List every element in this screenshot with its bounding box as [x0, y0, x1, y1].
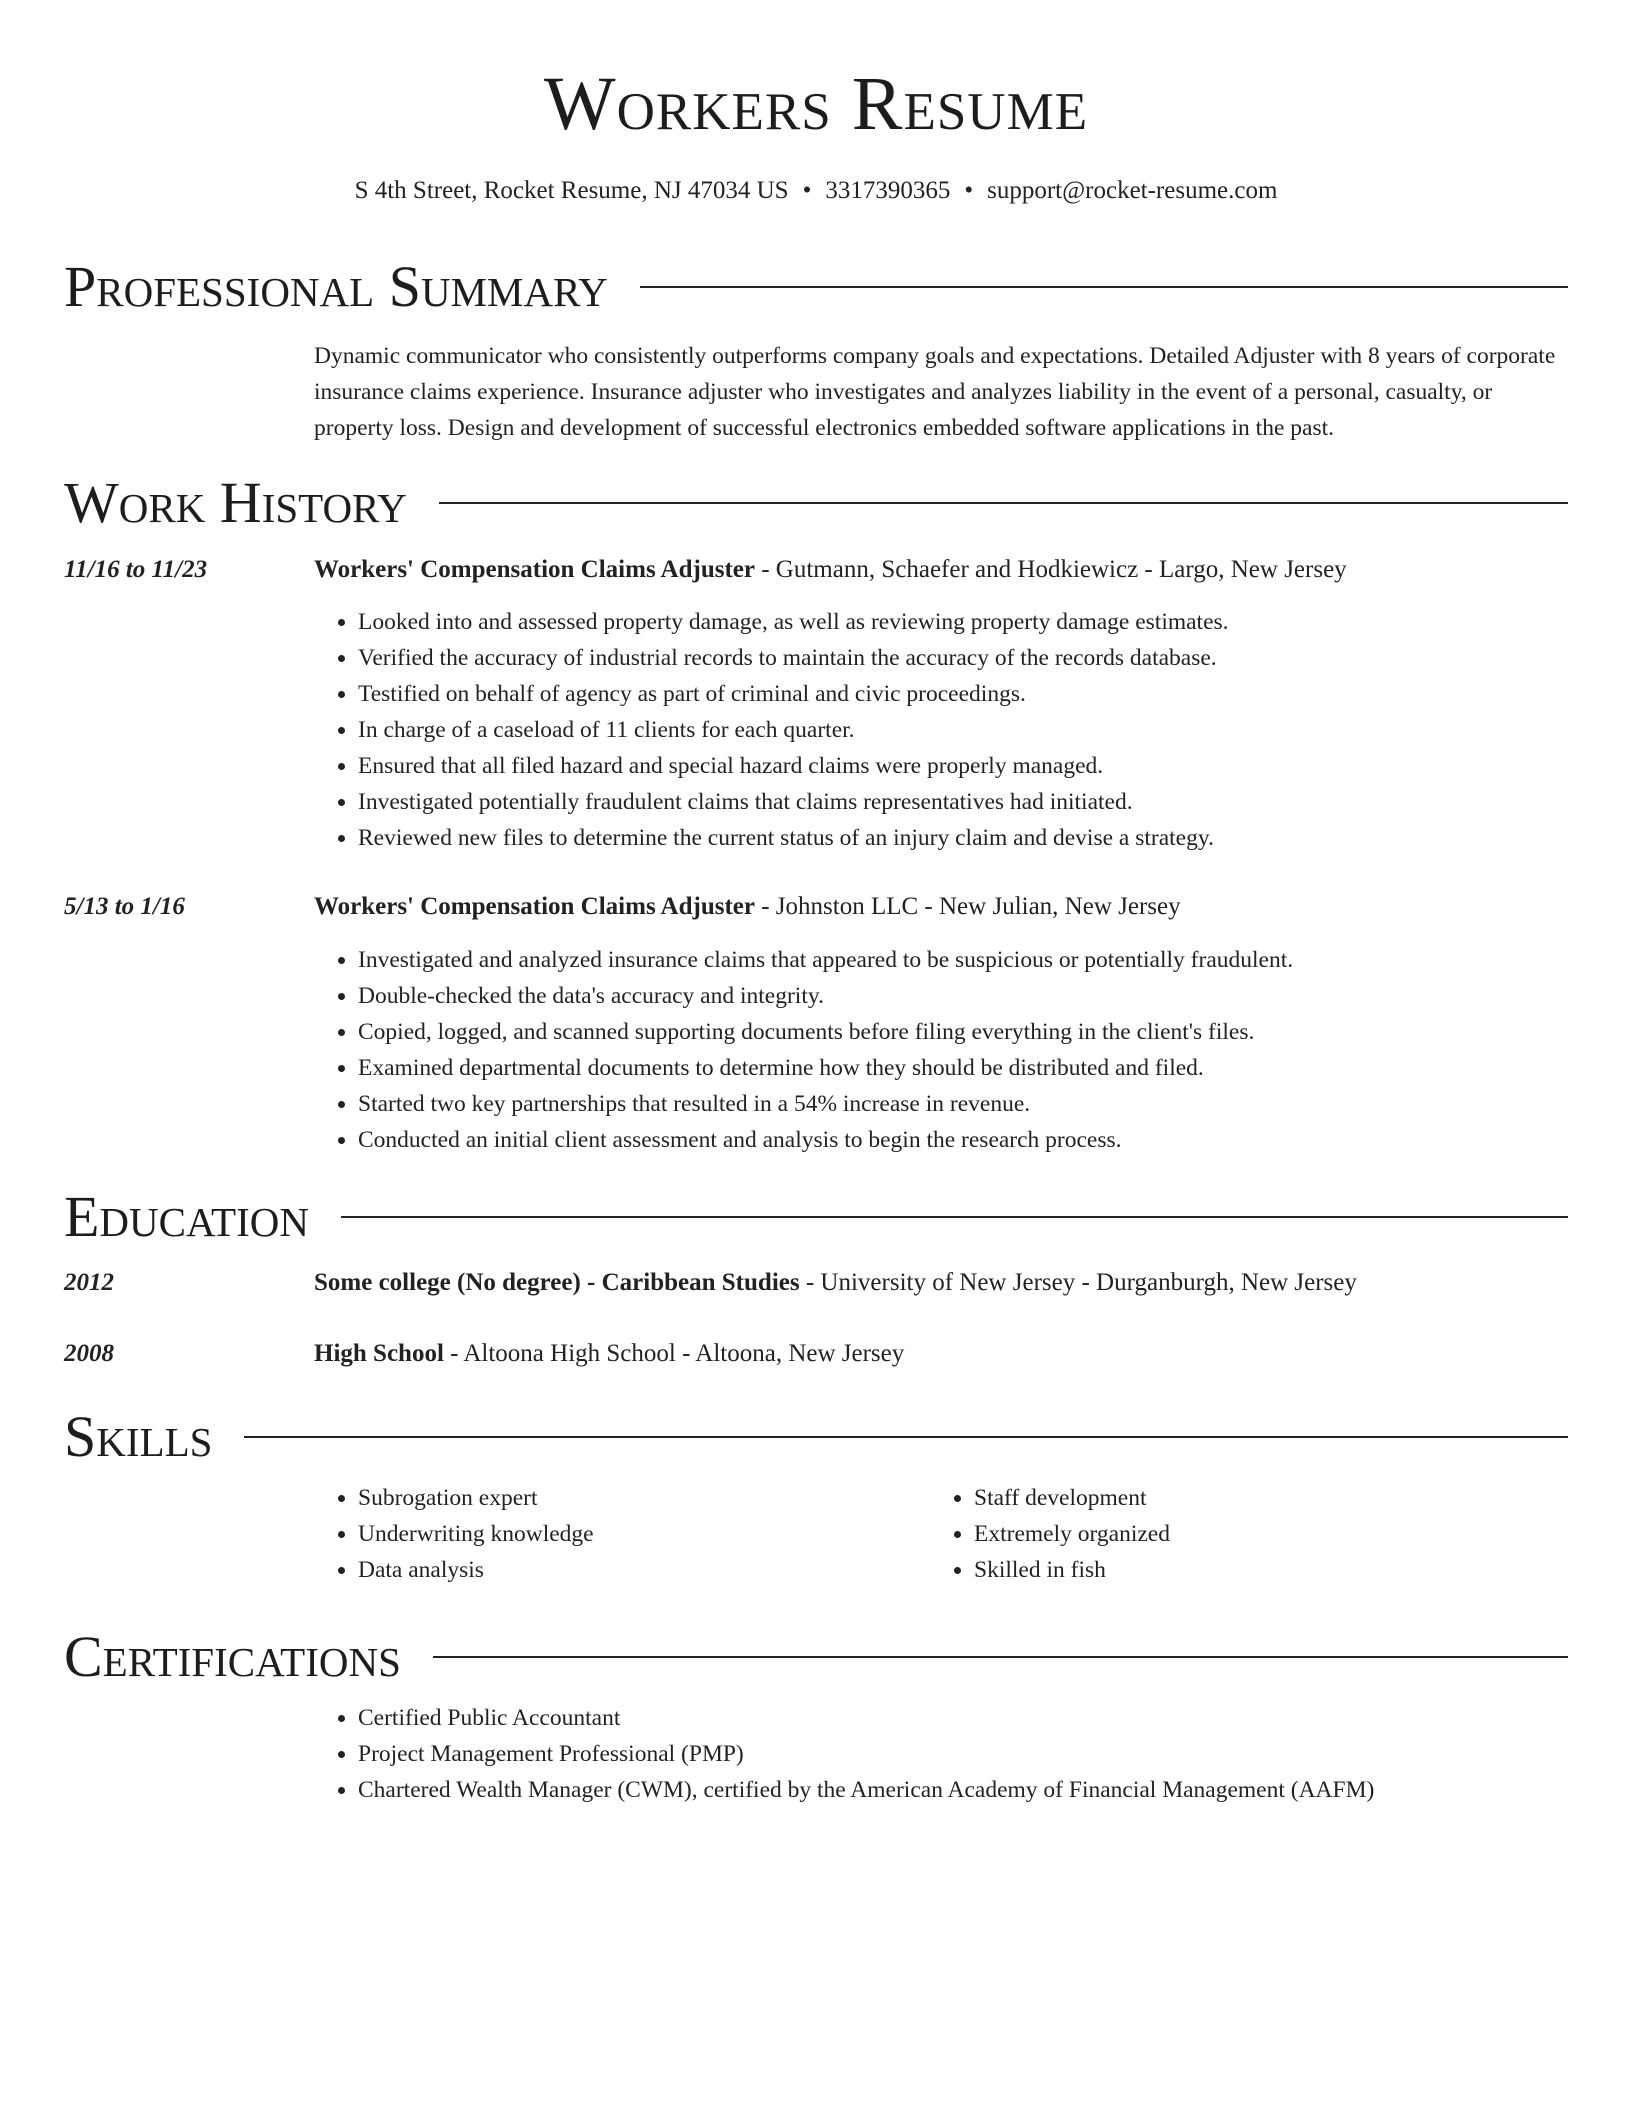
list-item: • Testified on behalf of agency as part of criminal and civic proceedings. — [358, 676, 1568, 712]
section-divider — [640, 286, 1568, 288]
resume-name: Workers Resume — [543, 62, 1089, 146]
job-bullets — [314, 942, 1568, 1158]
certifications-list — [314, 1700, 1568, 1808]
section-divider — [439, 502, 1568, 504]
skills-list-right — [930, 1480, 1534, 1588]
education-degree: High School — [314, 1340, 444, 1367]
section-heading-certifications — [64, 1622, 1568, 1692]
section-heading-summary — [64, 252, 1568, 322]
list-item: • Reviewed new files to determine the current status of an injury claim and devise a strategy. — [358, 820, 1568, 856]
summary-text: Dynamic communicator who consistently outperforms company goals and expectations. Detailed Adjuster with 8 years of corporate insurance claims experience. Insurance adjuster who investigates and analyzes liability in the event of a personal, casualty, or property loss. Design and development of successful electronics embedded software applications in the past. — [314, 343, 1556, 441]
job-dates: 11/16 to 11/23 — [64, 556, 208, 583]
job-heading — [314, 553, 1568, 587]
list-item: • Looked into and assessed property damage, as well as reviewing property damage estimates. — [358, 604, 1568, 640]
education-year: 2012 — [64, 1269, 114, 1296]
list-item: • In charge of a caseload of 11 clients for each quarter. — [358, 712, 1568, 748]
list-item: • Investigated and analyzed insurance claims that appeared to be suspicious or potentially fraudulent. — [358, 942, 1568, 978]
contact-separator: • — [802, 177, 812, 204]
list-item: • Data analysis — [358, 1552, 918, 1588]
list-item: • Copied, logged, and scanned supporting documents before filing everything in the client's files. — [358, 1014, 1568, 1050]
section-heading-skills — [64, 1402, 1568, 1472]
job-heading — [314, 890, 1568, 924]
job-bullets — [314, 604, 1568, 856]
job-details: - Gutmann, Schaefer and Hodkiewicz - Largo, New Jersey — [754, 556, 1347, 583]
list-item: • Project Management Professional (PMP) — [358, 1736, 1568, 1772]
list-item: • Verified the accuracy of industrial records to maintain the accuracy of the records database. — [358, 640, 1568, 676]
contact-line — [0, 174, 1632, 208]
list-item: • Skilled in fish — [974, 1552, 1534, 1588]
section-title: Professional Summary — [64, 254, 608, 319]
education-entry — [314, 1266, 1568, 1300]
list-item: • Started two key partnerships that resulted in a 54% increase in revenue. — [358, 1086, 1568, 1122]
job-dates: 5/13 to 1/16 — [64, 893, 185, 920]
section-divider — [433, 1656, 1568, 1658]
skills-list-left — [314, 1480, 918, 1588]
education-details: - Altoona High School - Altoona, New Jersey — [443, 1340, 905, 1367]
contact-separator: • — [964, 177, 974, 204]
list-item: • Extremely organized — [974, 1516, 1534, 1552]
list-item: • Underwriting knowledge — [358, 1516, 918, 1552]
list-item: • Examined departmental documents to determine how they should be distributed and filed. — [358, 1050, 1568, 1086]
section-title: Education — [64, 1184, 309, 1249]
section-title: Work History — [64, 470, 407, 535]
list-item: • Investigated potentially fraudulent claims that claims representatives had initiated. — [358, 784, 1568, 820]
section-title: Certifications — [64, 1624, 401, 1689]
contact-email: support@rocket-resume.com — [987, 177, 1278, 204]
job-details: - Johnston LLC - New Julian, New Jersey — [754, 893, 1181, 920]
education-year: 2008 — [64, 1340, 114, 1367]
section-divider — [341, 1216, 1568, 1218]
list-item: • Certified Public Accountant — [358, 1700, 1568, 1736]
education-details: - University of New Jersey - Durganburgh, New Jersey — [799, 1269, 1357, 1296]
list-item: • Staff development — [974, 1480, 1534, 1516]
list-item: • Chartered Wealth Manager (CWM), certified by the American Academy of Financial Management (AAFM) — [358, 1772, 1568, 1808]
job-title: Workers' Compensation Claims Adjuster — [314, 893, 755, 920]
list-item: • Double-checked the data's accuracy and integrity. — [358, 978, 1568, 1014]
contact-address: S 4th Street, Rocket Resume, NJ 47034 US — [354, 177, 789, 204]
section-title: Skills — [64, 1404, 213, 1469]
section-heading-work-history — [64, 468, 1568, 538]
education-entry — [314, 1337, 1568, 1371]
list-item: • Ensured that all filed hazard and special hazard claims were properly managed. — [358, 748, 1568, 784]
job-title: Workers' Compensation Claims Adjuster — [314, 556, 755, 583]
list-item: • Conducted an initial client assessment and analysis to begin the research process. — [358, 1122, 1568, 1158]
section-divider — [244, 1436, 1568, 1438]
section-heading-education — [64, 1182, 1568, 1252]
contact-phone: 3317390365 — [825, 177, 951, 204]
education-degree: Some college (No degree) - Caribbean Studies — [314, 1269, 800, 1296]
list-item: • Subrogation expert — [358, 1480, 918, 1516]
